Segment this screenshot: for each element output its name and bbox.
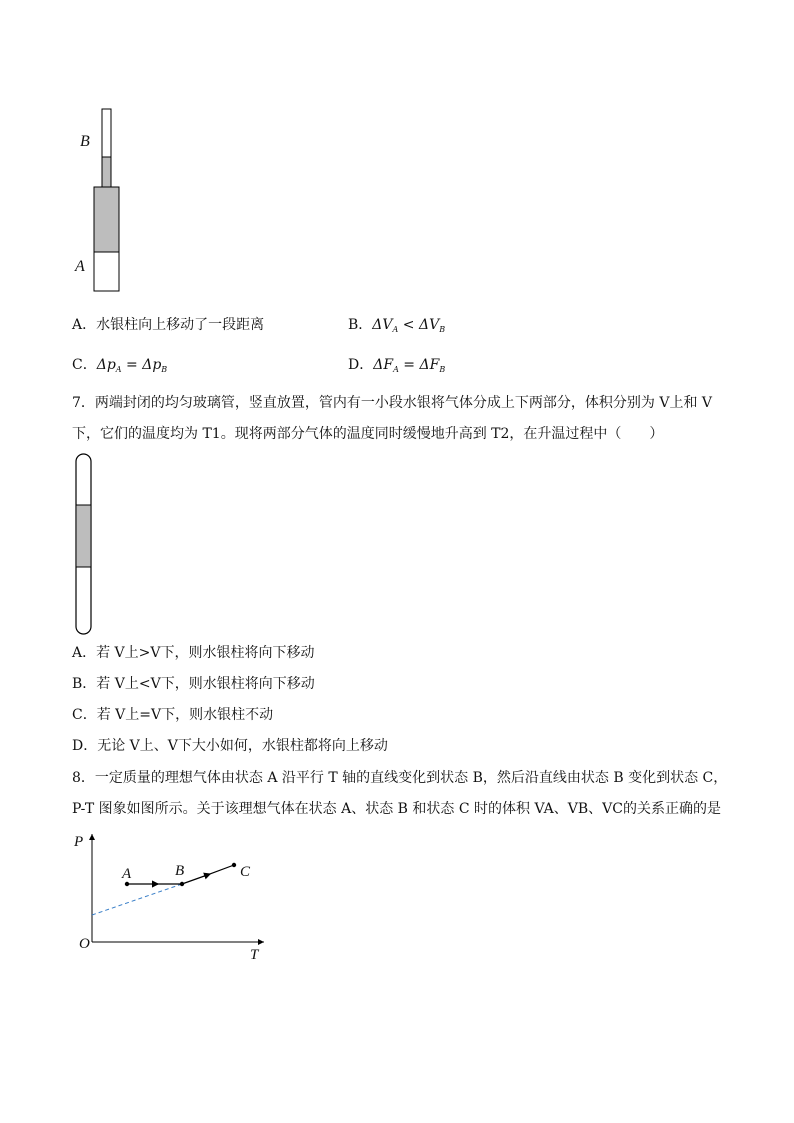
q8-line-2: P-T 图象如图所示。关于该理想气体在状态 A、状态 B 和状态 C 时的体积 VA、VB、VC的关系正确的是 [72,801,721,817]
label-b: B [80,133,90,150]
figure-stepped-tube [70,100,150,300]
q7-line-2: 下，它们的温度均为 T1。现将两部分气体的温度同时缓慢地升高到 T2，在升温过程中（ ） [72,426,664,442]
point-b-label: B [175,863,185,879]
segment-b-c-arrow [182,874,210,884]
x-axis-label: T [250,947,259,963]
point-b [180,882,184,886]
option-a: A．水银柱向上移动了一段距离 [72,317,265,333]
sealed-tube-drawing [70,450,100,640]
point-a-label: A [122,866,132,882]
point-c-label: C [240,864,251,880]
point-c [232,863,236,867]
y-axis-label: P [74,834,84,850]
q7-option-b: B．若 V上<V下，则水银柱将向下移动 [72,676,315,692]
option-c: C．$\Delta p_A = \Delta p_B$ [72,357,168,374]
dashed-extension-line [92,884,182,915]
segment-b-c [208,865,234,875]
q7-option-d: D．无论 V上、V下大小如何，水银柱都将向上移动 [72,738,388,754]
q7-option-c: C．若 V上=V下，则水银柱不动 [72,707,274,723]
narrow-tube-mercury [102,157,111,187]
origin-label: O [79,936,90,952]
q7-option-a: A．若 V上>V下，则水银柱将向下移动 [72,645,315,661]
pt-graph [70,830,280,970]
figure-sealed-tube [70,450,100,640]
option-d: D．$\Delta F_A = \Delta F_B$ [348,357,446,374]
wide-tube-mercury [94,187,119,252]
narrow-tube-air [102,109,111,157]
q7-line-1: 7．两端封闭的均匀玻璃管，竖直放置，管内有一小段水银将气体分成上下两部分，体积分别为 V上和 V [72,395,713,411]
q8-line-1: 8．一定质量的理想气体由状态 A 沿平行 T 轴的直线变化到状态 B，然后沿直线由状态 B 变化到状态 C， [72,770,728,786]
option-b: B．$\Delta V_A < \Delta V_B$ [348,317,446,334]
mercury-column [77,505,91,567]
pt-graph-svg [70,830,280,970]
wide-tube-air [94,252,119,291]
label-a: A [75,258,85,275]
